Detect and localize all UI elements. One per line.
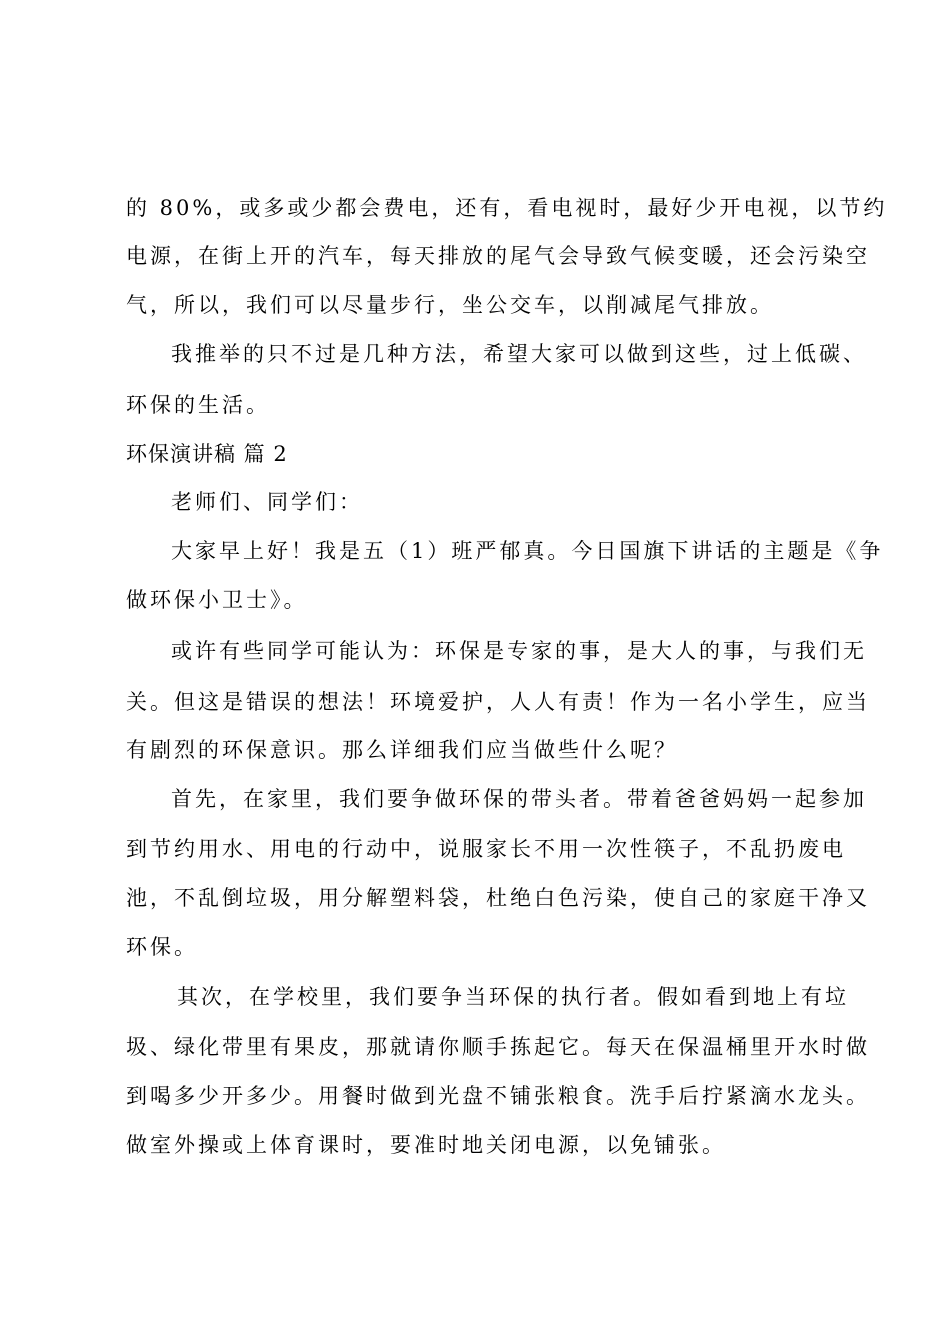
text-line: 环保。 [126, 935, 198, 959]
text-line: 其次，在学校里，我们要争当环保的执行者。假如看到地上有垃 [177, 985, 849, 1009]
text-line: 到喝多少开多少。用餐时做到光盘不铺张粮食。洗手后拧紧滴水龙头。 [126, 1084, 870, 1108]
text-line: 大家早上好！我是五（1）班严郁真。今日国旗下讲话的主题是《争 [171, 539, 884, 563]
text-line: 池，不乱倒垃圾，用分解塑料袋，杜绝白色污染，使自己的家庭干净又 [126, 886, 870, 910]
text-line: 做室外操或上体育课时，要准时地关闭电源，以免铺张。 [126, 1133, 726, 1157]
text-line: 到节约用水、用电的行动中，说服家长不用一次性筷子，不乱扔废电 [126, 837, 846, 861]
text-line: 气，所以，我们可以尽量步行，坐公交车，以削减尾气排放。 [126, 293, 774, 317]
text-line: 或许有些同学可能认为：环保是专家的事，是大人的事，与我们无 [171, 639, 867, 663]
text-line: 做环保小卫士》。 [126, 588, 308, 612]
text-line: 我推举的只不过是几种方法，希望大家可以做到这些，过上低碳、 [171, 342, 867, 366]
text-line: 环保的生活。 [126, 393, 270, 417]
text-line: 有剧烈的环保意识。那么详细我们应当做些什么呢？ [126, 738, 678, 762]
section-heading: 环保演讲稿 篇 2 [126, 442, 288, 466]
text-line: 电源，在街上开的汽车，每天排放的尾气会导致气候变暖，还会污染空 [126, 244, 870, 268]
text-line: 的 80%，或多或少都会费电，还有，看电视时，最好少开电视，以节约 [126, 196, 888, 220]
text-line: 首先，在家里，我们要争做环保的带头者。带着爸爸妈妈一起参加 [171, 787, 867, 811]
text-line: 圾、绿化带里有果皮，那就请你顺手拣起它。每天在保温桶里开水时做 [126, 1035, 870, 1059]
text-line: 老师们、同学们： [171, 490, 363, 514]
text-line: 关。但这是错误的想法！环境爱护，人人有责！作为一名小学生，应当 [126, 690, 870, 714]
